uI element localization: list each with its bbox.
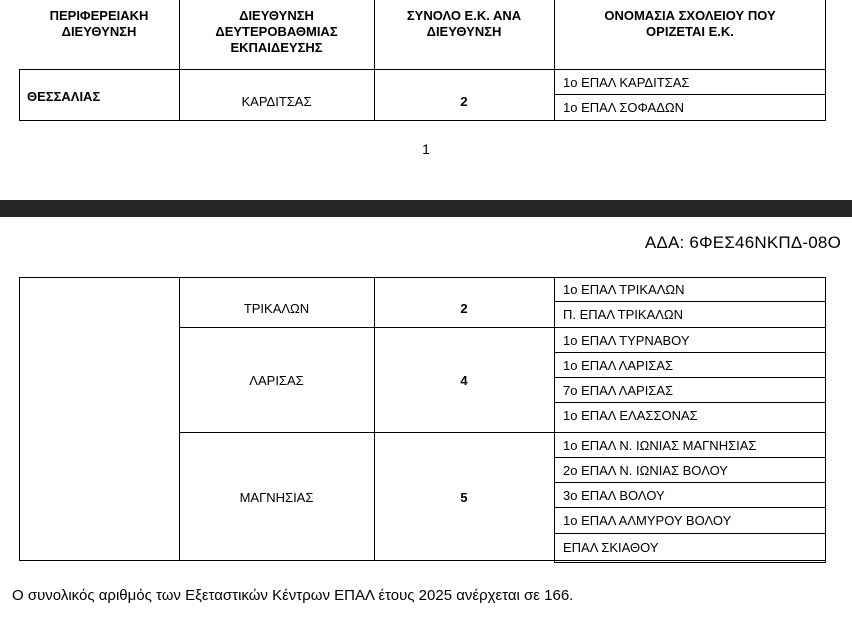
school-cell: Π. ΕΠΑΛ ΤΡΙΚΑΛΩΝ	[563, 306, 684, 322]
total-cell: 5	[460, 490, 468, 505]
table-rule	[554, 94, 826, 95]
school-cell: 1ο ΕΠΑΛ ΕΛΑΣΣΟΝΑΣ	[563, 407, 698, 423]
header-directorate	[179, 8, 374, 68]
table-rule	[19, 560, 826, 561]
table-rule	[554, 301, 826, 302]
school-cell: 1ο ΕΠΑΛ ΤΡΙΚΑΛΩΝ	[563, 281, 685, 297]
table-rule	[825, 277, 826, 563]
table-rule	[19, 69, 826, 70]
header-school-line: ΟΝΟΜΑΣΙΑ ΣΧΟΛΕΙΟΥ ΠΟΥ	[604, 8, 776, 23]
header-total-line: ΔΙΕΥΘΥΝΣΗ	[426, 24, 502, 39]
table-rule	[179, 327, 826, 328]
total-cell: 2	[460, 300, 468, 316]
footer-summary: Ο συνολικός αριθμός των Εξεταστικών Κέντρων ΕΠΑΛ έτους 2025 ανέρχεται σε 166.	[12, 587, 574, 604]
table-rule	[554, 377, 826, 378]
table-rule	[374, 0, 375, 121]
directorate-cell: ΜΑΓΝΗΣΙΑΣ	[239, 490, 314, 505]
table-rule	[554, 352, 826, 353]
ada-code: ΑΔΑ: 6ΦΕΣ46ΝΚΠΔ-08Ο	[644, 233, 841, 252]
header-directorate-line: ΕΚΠΑΙΔΕΥΣΗΣ	[230, 40, 323, 55]
school-cell: 2ο ΕΠΑΛ Ν. ΙΩΝΙΑΣ ΒΟΛΟΥ	[563, 462, 728, 478]
header-directorate-line: ΔΙΕΥΘΥΝΣΗ	[239, 8, 314, 23]
header-school	[554, 8, 826, 68]
school-cell: 7ο ΕΠΑΛ ΛΑΡΙΣΑΣ	[563, 382, 674, 398]
table-rule	[179, 432, 826, 433]
table-rule	[554, 482, 826, 483]
header-total	[374, 8, 554, 68]
directorate-cell: ΛΑΡΙΣΑΣ	[249, 373, 304, 388]
table-rule	[19, 277, 826, 278]
page-separator	[0, 200, 852, 217]
directorate-cell: ΚΑΡΔΙΤΣΑΣ	[241, 93, 312, 109]
table-rule	[19, 277, 20, 561]
table-rule	[554, 457, 826, 458]
page-number: 1	[422, 141, 430, 157]
table-rule	[19, 69, 20, 121]
school-cell: 1ο ΕΠΑΛ ΤΥΡΝΑΒΟΥ	[563, 332, 690, 348]
table-rule	[179, 277, 180, 561]
table-rule	[825, 0, 826, 121]
table-rule	[179, 0, 180, 121]
table-rule	[374, 277, 375, 561]
table-rule	[554, 277, 555, 563]
directorate-cell: ΤΡΙΚΑΛΩΝ	[243, 300, 310, 316]
header-total-line: ΣΥΝΟΛΟ Ε.Κ. ΑΝΑ	[406, 8, 522, 23]
school-cell: 1ο ΕΠΑΛ ΑΛΜΥΡΟΥ ΒΟΛΟΥ	[563, 512, 732, 528]
total-cell: 4	[460, 373, 468, 388]
header-region-line: ΠΕΡΙΦΕΡΕΙΑΚΗ	[49, 8, 149, 23]
school-cell: 3ο ΕΠΑΛ ΒΟΛΟΥ	[563, 487, 665, 503]
school-cell: 1ο ΕΠΑΛ ΣΟΦΑΔΩΝ	[563, 99, 684, 115]
table-rule	[554, 562, 826, 563]
school-cell: 1ο ΕΠΑΛ ΛΑΡΙΣΑΣ	[563, 357, 674, 373]
school-cell: 1ο ΕΠΑΛ ΚΑΡΔΙΤΣΑΣ	[563, 74, 690, 90]
table-rule	[554, 507, 826, 508]
table-rule	[554, 0, 555, 121]
header-directorate-line: ΔΕΥΤΕΡΟΒΑΘΜΙΑΣ	[215, 24, 338, 39]
header-region-line: ΔΙΕΥΘΥΝΣΗ	[61, 24, 137, 39]
header-region	[19, 8, 179, 68]
school-cell: 1ο ΕΠΑΛ Ν. ΙΩΝΙΑΣ ΜΑΓΝΗΣΙΑΣ	[563, 437, 757, 453]
table-rule	[554, 533, 826, 534]
region-cell: ΘΕΣΣΑΛΙΑΣ	[27, 88, 101, 104]
total-cell: 2	[460, 93, 468, 109]
table-rule	[19, 120, 826, 121]
header-school-line: ΟΡΙΖΕΤΑΙ Ε.Κ.	[646, 24, 734, 39]
school-cell: ΕΠΑΛ ΣΚΙΑΘΟΥ	[563, 539, 659, 555]
table-rule	[554, 402, 826, 403]
